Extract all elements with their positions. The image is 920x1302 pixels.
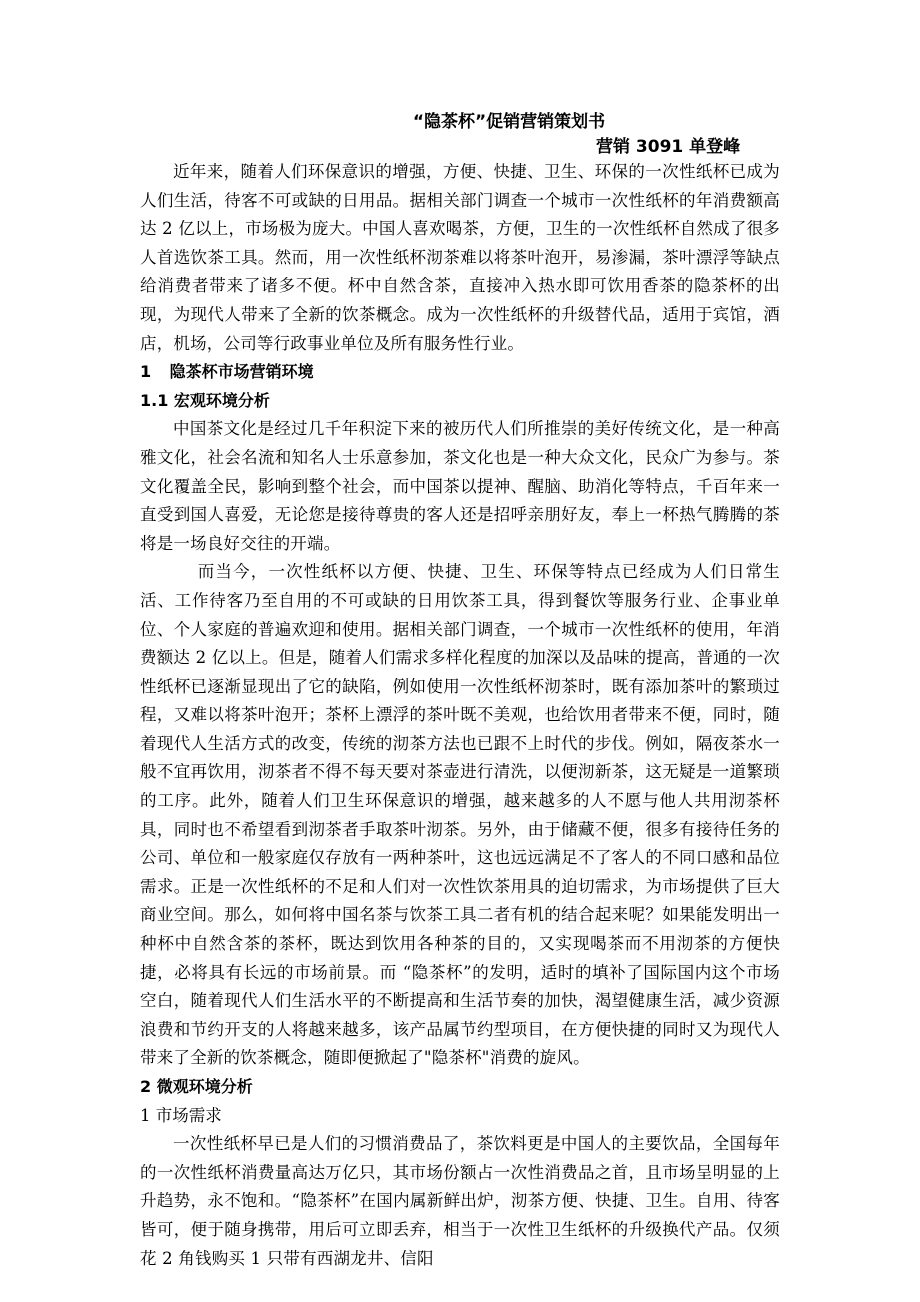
- section-1-title: 隐茶杯市场营销环境: [169, 362, 314, 382]
- document-title: “隐茶杯”促销营销策划书: [412, 112, 606, 132]
- section-1-number: 1: [140, 362, 152, 382]
- section-2-heading: 2 微观环境分析: [140, 1077, 253, 1096]
- document-author: 营销 3091 单登峰: [596, 137, 741, 157]
- macro-paragraph-1: 中国茶文化是经过几千年积淀下来的被历代人们所推崇的美好传统文化，是一种高雅文化，社会名流和知名人士乐意参加，茶文化也是一种大众文化，民众广为参与。茶文化覆盖全民，影响到整个社会，而中国茶以提神、醒脑、助消化等特点，千百年来一直受到国人喜爱，无论您是接待尊贵的客人还是招呼亲朋好友，奉上一杯热气腾腾的茶将是一场良好交往的开端。: [140, 419, 780, 553]
- macro-paragraph-2: 而当今，一次性纸杯以方便、快捷、卫生、环保等特点已经成为人们日常生活、工作待客乃至自用的不可或缺的日用饮茶工具，得到餐饮等服务行业、企事业单位、个人家庭的普遍欢迎和使用。据相关部门调查，一个城市一次性纸杯的使用，年消费额达 2 亿以上。但是，随着人们需求多样化程度的加深以及品味的提高，普通的一次性纸杯已逐渐显现出了它的缺陷，例如使用一次性纸杯沏茶时，既有添加茶叶的繁琐过程，又难以将茶叶泡开；茶杯上漂浮的茶叶既不美观，也给饮用者带来不便，同时，随着现代人生活方式的改变，传统的沏茶方法也已跟不上时代的步伐。例如，隔夜茶水一般不宜再饮用，沏茶者不得不每天要对茶壶进行清洗，以便沏新茶，这无疑是一道繁琐的工序。此外，随着人们卫生环保意识的增强，越来越多的人不愿与他人共用沏茶杯具，同时也不希望看到沏茶者手取茶叶沏茶。另外，由于储藏不便，很多有接待任务的公司、单位和一般家庭仅存放有一两种茶叶，这也远远满足不了客人的不同口感和品位需求。正是一次性纸杯的不足和人们对一次性饮茶用具的迫切需求，为市场提供了巨大商业空间。那么，如何将中国名茶与饮茶工具二者有机的结合起来呢？如果能发明出一种杯中自然含茶的茶杯，既达到饮用各种茶的目的，又实现喝茶而不用沏茶的方便快捷，必将具有长远的市场前景。而 “隐茶杯”的发明，适时的填补了国际国内这个市场空白，随着现代人们生活水平的不断提高和生活节奏的加快，渴望健康生活，减少资源浪费和节约开支的人将越来越多，该产品属节约型项目，在方便快捷的同时又为现代人带来了全新的饮茶概念，随即便掀起了"隐茶杯"消费的旋风。: [140, 562, 780, 1068]
- intro-paragraph: 近年来，随着人们环保意识的增强，方便、快捷、卫生、环保的一次性纸杯已成为人们生活，待客不可或缺的日用品。据相关部门调查一个城市一次性纸杯的年消费额高达 2 亿以上，市场极为庞大。中国人喜欢喝茶，方便，卫生的一次性纸杯自然成了很多人首选饮茶工具。然而，用一次性纸杯沏茶难以将茶叶泡开，易渗漏，茶叶漂浮等缺点给消费者带来了诸多不便。杯中自然含茶，直接冲入热水即可饮用香茶的隐茶杯的出现，为现代人带来了全新的饮茶概念。成为一次性纸杯的升级替代品，适用于宾馆，酒店，机场，公司等行政事业单位及所有服务性行业。: [140, 162, 780, 353]
- section-2-1-heading: 1 市场需求: [140, 1105, 222, 1125]
- section-1-heading: [140, 358, 780, 387]
- section-1-1-heading: 1.1 宏观环境分析: [140, 390, 270, 410]
- document-body: [140, 158, 780, 1273]
- market-demand-paragraph: 一次性纸杯早已是人们的习惯消费品了，茶饮料更是中国人的主要饮品，全国每年的一次性纸杯消费量高达万亿只，其市场份额占一次性消费品之首，且市场呈明显的上升趋势，永不饱和。“隐茶杯”在国内属新鲜出炉，沏茶方便、快捷、卫生。自用、待客皆可，便于随身携带，用后可立即丢弃，相当于一次性卫生纸杯的升级换代产品。仅须花 2 角钱购买 1 只带有西湖龙井、信阳: [140, 1134, 780, 1268]
